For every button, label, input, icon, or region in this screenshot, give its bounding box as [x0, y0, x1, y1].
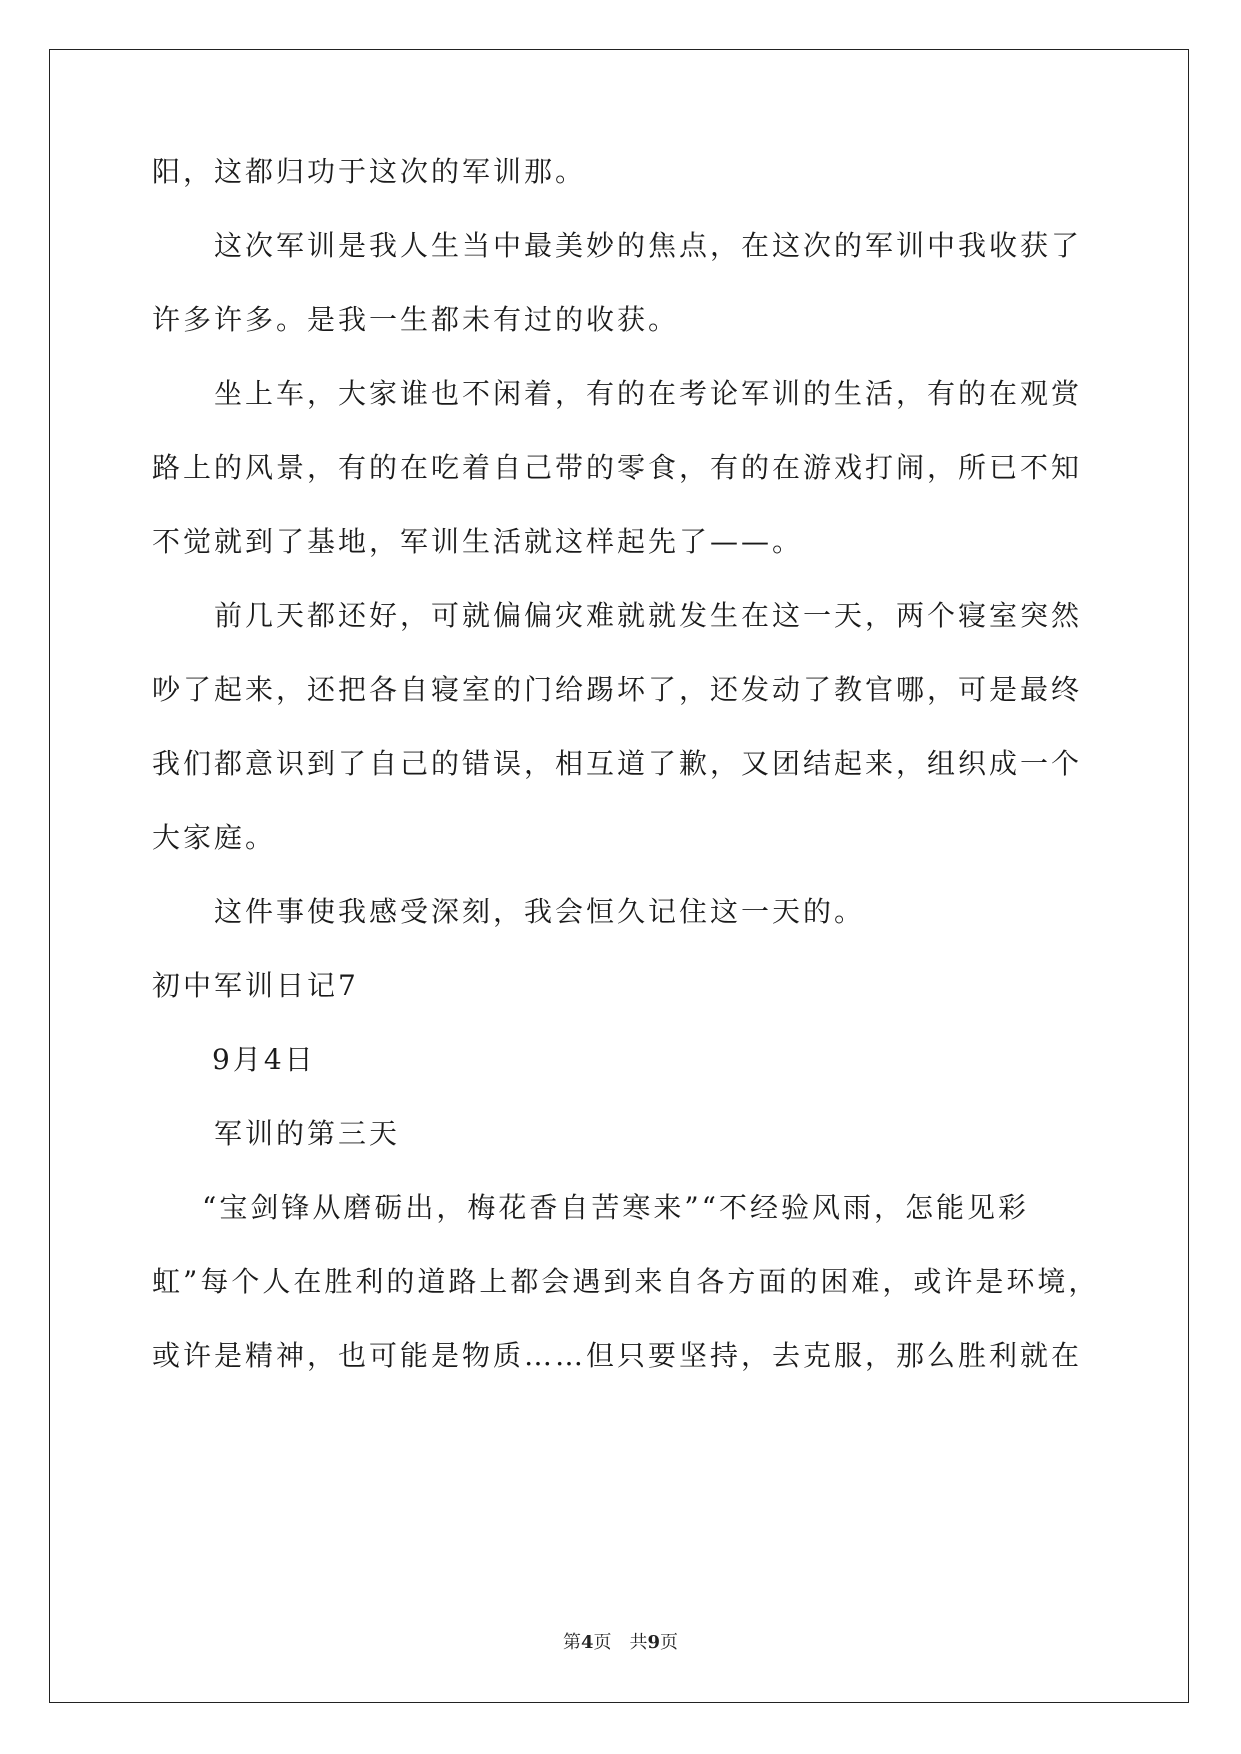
footer-page-number: 4	[580, 1632, 594, 1653]
footer-suffix: 页	[660, 1632, 679, 1653]
footer-total-pages: 9	[647, 1632, 661, 1653]
page-footer	[0, 1628, 1241, 1654]
paragraph-line: 阳，这都归功于这次的军训那。	[152, 155, 587, 188]
diary-date: 9月4日	[212, 1043, 316, 1076]
paragraph-line: 许多许多。是我一生都未有过的收获。	[152, 303, 680, 336]
paragraph-line: 不觉就到了基地，军训生活就这样起先了——。	[152, 525, 804, 558]
section-heading: 初中军训日记7	[152, 969, 359, 1002]
paragraph-line: 路上的风景，有的在吃着自己带的零食，有的在游戏打闹，所已不知	[152, 451, 1083, 484]
paragraph-line: 这次军训是我人生当中最美妙的焦点，在这次的军训中我收获了	[214, 229, 1083, 262]
paragraph-line: 前几天都还好，可就偏偏灾难就就发生在这一天，两个寝室突然	[214, 599, 1083, 632]
paragraph-line: 坐上车，大家谁也不闲着，有的在考论军训的生活，有的在观赏	[214, 377, 1083, 410]
diary-subtitle: 军训的第三天	[214, 1117, 401, 1150]
paragraph-line: 我们都意识到了自己的错误，相互道了歉，又团结起来，组织成一个	[152, 747, 1083, 780]
paragraph-line: 这件事使我感受深刻，我会恒久记住这一天的。	[214, 895, 866, 928]
paragraph-line: 虹”每个人在胜利的道路上都会遇到来自各方面的困难，或许是环境，	[152, 1265, 1100, 1298]
paragraph-line: 或许是精神，也可能是物质……但只要坚持，去克服，那么胜利就在	[152, 1339, 1083, 1372]
paragraph-line: 大家庭。	[152, 821, 277, 854]
paragraph-line: 吵了起来，还把各自寝室的门给踢坏了，还发动了教官哪，可是最终	[152, 673, 1083, 706]
footer-prefix: 第	[562, 1632, 581, 1653]
footer-mid: 页 共	[593, 1632, 648, 1653]
page-border	[49, 49, 1189, 1703]
paragraph-line: “宝剑锋从磨砺出，梅花香自苦寒来”“不经验风雨，怎能见彩	[202, 1191, 1029, 1224]
